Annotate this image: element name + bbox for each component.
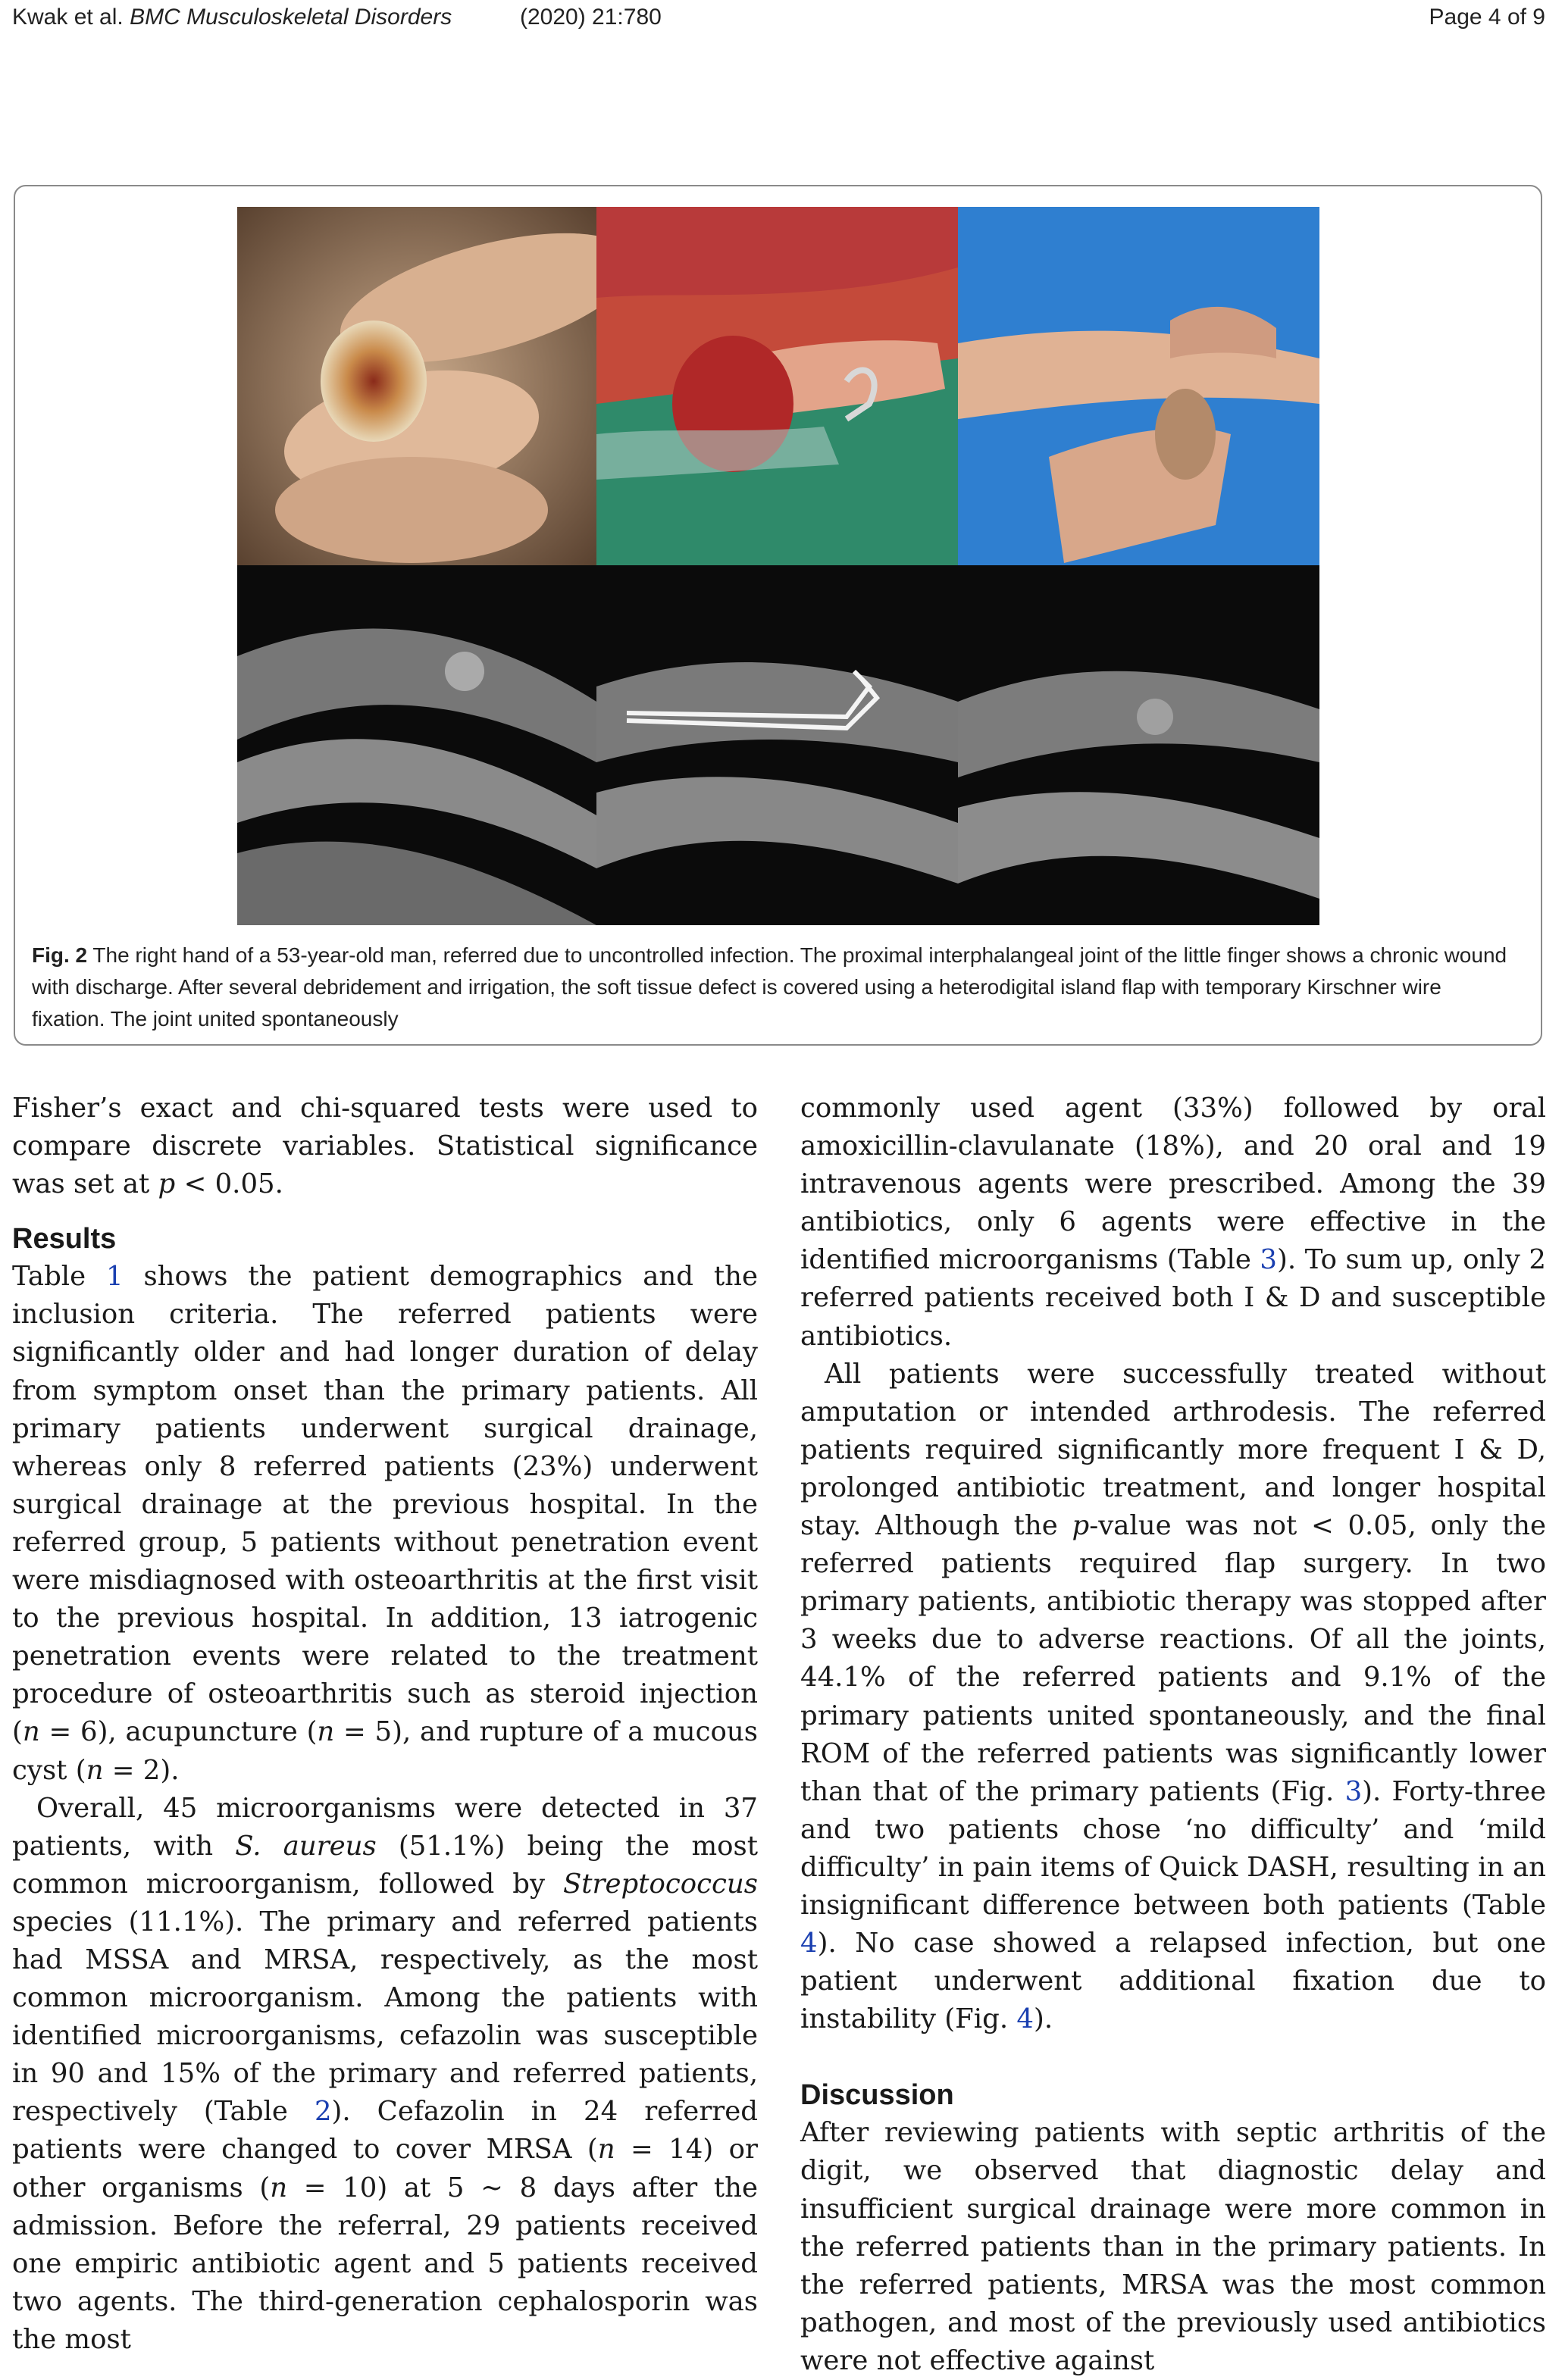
table-1-link[interactable]: 1 xyxy=(106,1261,124,1293)
paragraph-results-4: All patients were successfully treated without amputation or intended arthrodesis. The referred patients required significantly more frequent I & D, prolonged antibiotic treatment, and longer hospital stay. Although the p-value was not < 0.05, only the referred patients required flap surgery. In two primary patients, antibiotic therapy was stopped after 3 weeks due to adverse reactions. Of all the joints, 44.1% of the referred patients and 9.1% of the primary patients united spontaneously, and the final ROM of the referred patients was significantly lower than that of the primary patients (Fig. 3). Forty-three and two patients chose ‘no difficulty’ and ‘mild difficulty’ in pain items of Quick DASH, resulting in an insignificant difference between both patients (Table 4). No case showed a relapsed infection, but one patient underwent additional fixation due to instability (Fig. 4). xyxy=(800,1358,1546,2035)
left-column xyxy=(12,1090,758,2359)
paragraph-results-3: commonly used agent (33%) followed by oral amoxicillin-clavulanate (18%), and 20 oral and 19 intravenous agents were prescribed. Among the 39 antibiotics, only 6 agents were effective in the identified microorganisms (Table 3). To sum up, only 2 referred patients received both I & D and susceptible antibiotics. xyxy=(800,1093,1546,1352)
paragraph-results-2: Overall, 45 microorganisms were detected in 37 patients, with S. aureus (51.1%) being the most common microorganism, followed by Streptococcus species (11.1%). The primary and referred patients had MSSA and MRSA, respectively, as the most common microorganism. Among the patients with identified microorganisms, cefazolin was susceptible in 90 and 15% of the primary and referred patients, respectively (Table 2). Cefazolin in 24 referred patients were changed to cover MRSA (n = 14) or other organisms (n = 10) at 5 ~ 8 days after the admission. Before the referral, 29 patients received one empiric antibiotic agent and 5 patients received two agents. The third-generation cephalosporin was the most xyxy=(12,1792,758,2355)
right-column xyxy=(800,1090,1546,2380)
clinical-photo-surgery xyxy=(596,207,958,565)
table-4-link[interactable]: 4 xyxy=(800,1928,818,1959)
results-heading: Results xyxy=(12,1223,117,1256)
figure-3-link[interactable]: 3 xyxy=(1344,1775,1363,1807)
figure-panels xyxy=(237,207,1319,925)
table-2-link[interactable]: 2 xyxy=(314,2096,332,2128)
paragraph-discussion-1: After reviewing patients with septic arthritis of the digit, we observed that diagnostic delay and insufficient surgical drainage were more common in the referred patients than in the primary patients. In the referred patients, MRSA was the most common pathogen, and most of the previously used antibiotics were not effective against xyxy=(800,2117,1546,2376)
clinical-photo-postop xyxy=(958,207,1319,565)
table-3-link[interactable]: 3 xyxy=(1260,1244,1278,1276)
figure-label: Fig. 2 xyxy=(32,943,88,967)
journal-citation: Kwak et al. BMC Musculoskeletal Disorders xyxy=(12,5,452,30)
citation-year: (2020) 21:780 xyxy=(520,5,662,30)
figure-caption xyxy=(32,940,1517,1035)
clinical-photo-wound xyxy=(237,207,596,565)
xray-kwire xyxy=(596,565,958,925)
figure-caption-text: The right hand of a 53-year-old man, referred due to uncontrolled infection. The proximal interphalangeal joint of the little finger shows a chronic wound with discharge. After several debridement and irrigation, the soft tissue defect is covered using a heterodigital island flap with temporary Kirschner wire fixation. The joint united spontaneously xyxy=(32,943,1507,1030)
paragraph-methods-end: Fisher’s exact and chi-squared tests were used to compare discrete variables. Statistical significance was set at p < 0.05. xyxy=(12,1093,758,1200)
paragraph-results-1: Table 1 shows the patient demographics and the inclusion criteria. The referred patients were significantly older and had longer duration of delay from symptom onset than the primary patients. All primary patients underwent surgical drainage, whereas only 8 referred patients (23%) underwent surgical drainage at the previous hospital. In the referred group, 5 patients without penetration event were misdiagnosed with osteoarthritis at the first visit to the previous hospital. In addition, 13 iatrogenic penetration events were related to the treatment procedure of osteoarthritis such as steroid injection (n = 6), acupuncture (n = 5), and rupture of a mucous cyst (n = 2). xyxy=(12,1261,758,1786)
running-header xyxy=(12,5,1545,38)
discussion-heading: Discussion xyxy=(800,2079,954,2112)
page-number: Page 4 of 9 xyxy=(1429,5,1545,30)
figure-4-link[interactable]: 4 xyxy=(1016,2003,1034,2035)
xray-preop xyxy=(237,565,596,925)
xray-united xyxy=(958,565,1319,925)
